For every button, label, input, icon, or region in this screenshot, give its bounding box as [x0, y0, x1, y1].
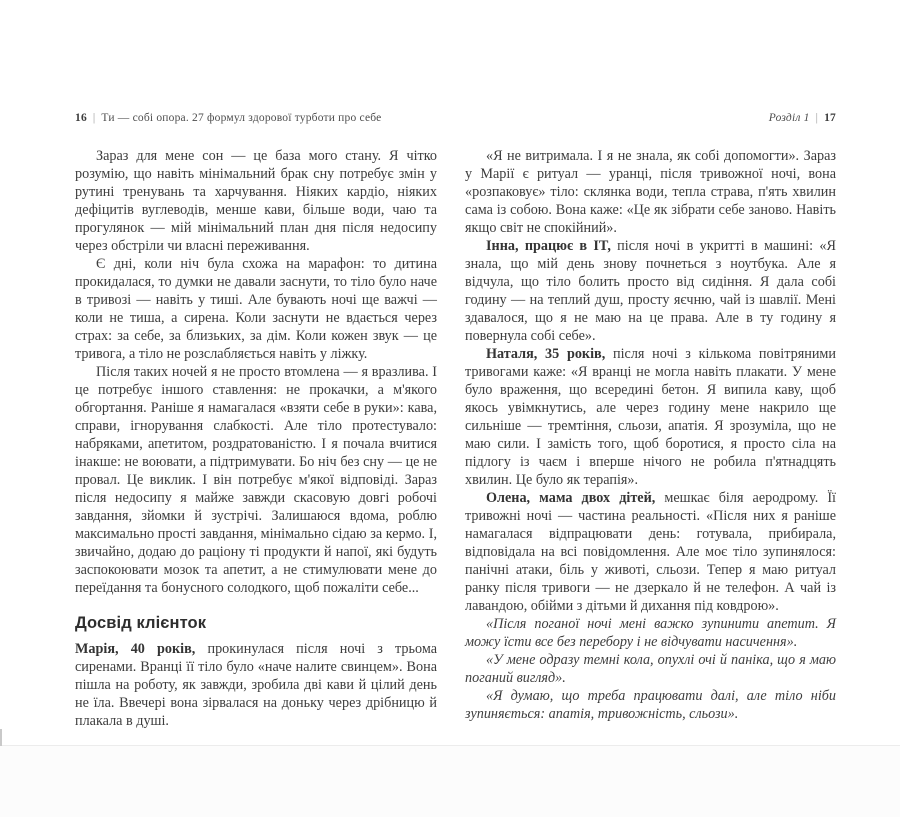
- client-story-text: мешкає біля аеродрому. Її тривожні ночі — частина реальності. «Після них я раніше намагалася відпрацювати день: готувала, прибирала, відповідала на всі повідомлення. Але моє тіло зупинялося: панічні атаки, біль у животі, сльози. Тепер я маю ритуал ранку після тривоги — не дзеркало й не телефон. А чай із лавандою, обійми з дітьми й дихання під ковдрою».: [465, 490, 836, 614]
- running-head-left: [75, 112, 381, 124]
- section-heading: Досвід клієнток: [75, 614, 207, 632]
- client-story-text: прокинулася після ночі з трьома сиренами. Вранці її тіло було «наче налите свинцем». Вона пішла на роботу, як завжди, зробила дві кави й цілий день не їла. Ввечері вона зірвалася на доньку через дрібницю й плакала в душі.: [75, 641, 437, 729]
- client-story: [465, 345, 836, 489]
- client-name-lead: Наталя, 35 років,: [486, 346, 606, 362]
- right-page-column: [465, 147, 836, 723]
- paragraph-text: «Я не витримала. І я не знала, як собі допомогти». Зараз у Марії є ритуал — уранці, після тривожної ночі, вона «розпаковує» тіло: склянка води, тепла страва, п'ять хвилин сама із собою. Вона каже: «Це як зібрати себе заново. Навіть якщо світ не спокійний».: [465, 148, 836, 236]
- chapter-label: Розділ 1: [768, 112, 810, 124]
- client-story: [75, 640, 437, 730]
- body-paragraph: [465, 147, 836, 237]
- body-paragraph: Є дні, коли ніч була схожа на марафон: то дитина прокидалася, то думки не давали заснути, то тіло було наче в тривозі — навіть у тиші. Але бувають ночі ще важчі — коли не тиша, а сирена. Коли заснути не вдається через страх: за себе, за близьких, за дім. Коли кожен звук — це тривога, а тіло не розслабляється навіть у ліжку.: [75, 256, 437, 362]
- client-quote: «У мене одразу темні кола, опухлі очі й паніка, що я маю поганий вигляд».: [465, 652, 836, 686]
- left-page-column: [75, 147, 437, 730]
- client-story: [465, 237, 836, 345]
- running-head: [75, 112, 836, 124]
- body-paragraph: Зараз для мене сон — це база мого стану. Я чітко розумію, що навіть мінімальний брак сну потребує змін у рутині тренувань та харчування. Ніяких кардіо, ніяких дефіцитів вуглеводів, менше кави, більше води, чаю та прогулянок — мій мінімальний план дня після недосипу через обстріли чи власні переживання.: [75, 148, 437, 254]
- page-edge-mark: [0, 729, 2, 746]
- client-quote: «Після поганої ночі мені важко зупинити апетит. Я можу їсти все без перебору і не відчувати насичення».: [465, 616, 836, 650]
- header-separator: |: [92, 112, 96, 124]
- client-name-lead: Олена, мама двох дітей,: [486, 490, 656, 506]
- left-page-number: 16: [75, 112, 87, 124]
- client-name-lead: Марія, 40 років,: [75, 641, 196, 657]
- header-separator: |: [815, 112, 819, 124]
- client-story-text: після ночі в укритті в машині: «Я знала, що мій день знову почнеться з ноутбука. Але я відчула, що тіло болить просто від сидіння. Я дала собі годину — на теплий душ, просту яєчню, чай із шавлії. Мені здавалося, що я не маю на це права. Але в ту годину я повернула собі себе».: [465, 238, 836, 344]
- book-title: Ти — собі опора. 27 формул здорової турботи про себе: [101, 112, 382, 124]
- body-paragraph: Після таких ночей я не просто втомлена — я вразлива. І це потребує іншого ставлення: не прокачки, а м'якого обгортання. Раніше я намагалася «взяти себе в руки»: кава, справи, ігнорування слабкості. Але тіло протестувало: набряками, апетитом, роздратованістю. І я почала вчитися інакше: не воювати, а підтримувати. Бо ніч без сну — це не провал. Це виклик. І він потребує м'якої відповіді. Зараз після недосипу я майже завжди скасовую довгі робочі завдання, зйомки й зустрічі. Залишаюся вдома, роблю максимально прості завдання, мінімально сідаю за кермо. І, звичайно, додаю до раціону ті продукти й напої, які будуть заспокоювати мозок та апетит, а не стимулювати мене до переїдання та бонусного солодкого, щоб пожаліти себе...: [75, 364, 437, 596]
- client-story-text: після ночі з кількома повітряними тривогами каже: «Я вранці не могла навіть плакати. У мене було враження, що всередині бетон. Я випила каву, щоб якось увімкнутись, але через годину мене накрило ще сильніше — тремтіння, сльози, апатія. Я зрозуміла, що не маю сили. І замість того, щоб боротися, я просто сіла на підлогу із чаєм і вперше нічого не робила п'ятнадцять хвилин. Це було як терапія».: [465, 346, 836, 488]
- client-story: [465, 489, 836, 615]
- client-name-lead: Інна, працює в IT,: [486, 238, 611, 254]
- running-head-right: [769, 112, 836, 124]
- right-page-number: 17: [824, 112, 836, 124]
- client-quote: «Я думаю, що треба працювати далі, але тіло ніби зупиняється: апатія, тривожність, сльози».: [465, 688, 836, 722]
